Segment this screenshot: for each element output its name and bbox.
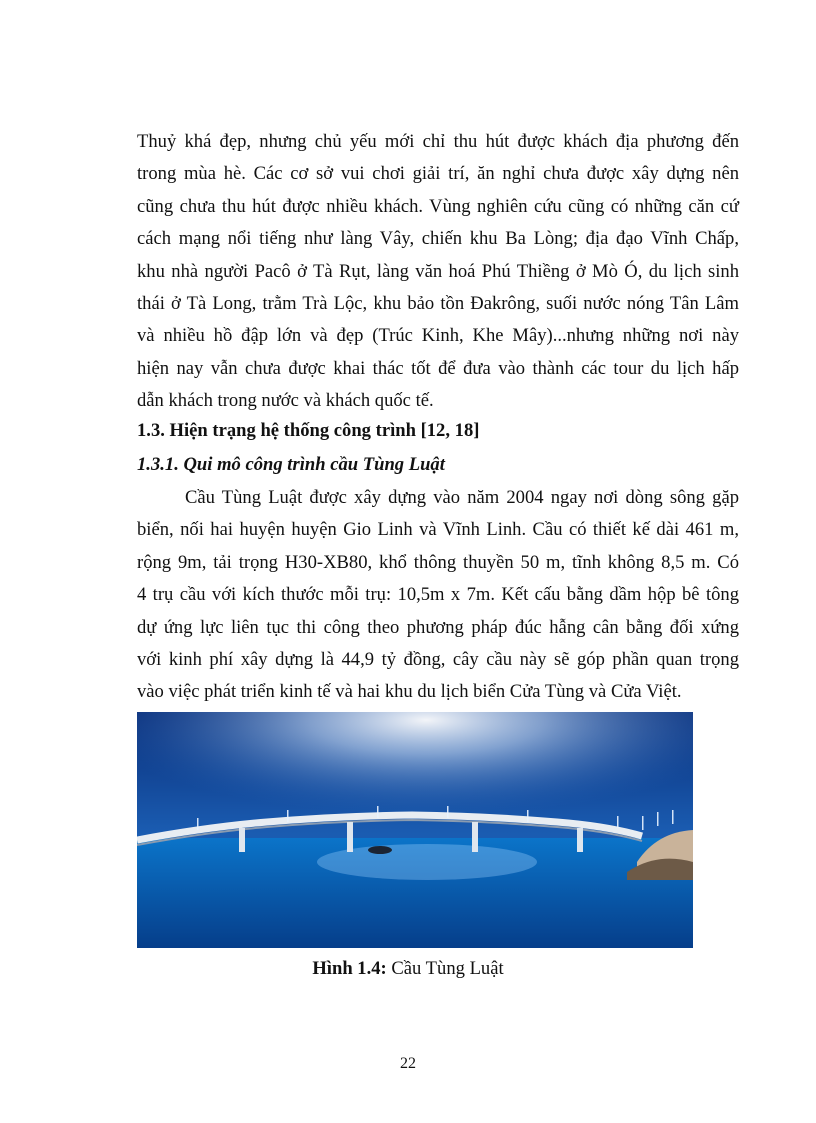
intro-line: cũng chưa thu hút được nhiều khách. Vùng nghiên cứu cũng có những căn cứ [137, 195, 739, 217]
intro-line: Thuỷ khá đẹp, nhưng chủ yếu mới chỉ thu hút được khách địa phương đến [137, 131, 739, 152]
intro-paragraph [137, 126, 739, 418]
intro-line: và nhiều hồ đập lớn và đẹp (Trúc Kinh, Khe Mây)...nhưng những nơi này [137, 325, 739, 347]
body-line: rộng 9m, tải trọng H30-XB80, khổ thông thuyền 50 m, tĩnh không 8,5 m. Có [137, 551, 739, 573]
caption-text: Cầu Tùng Luật [391, 958, 504, 979]
bridge-pier [347, 822, 353, 852]
boat [368, 846, 392, 854]
page-number: 22 [400, 1055, 416, 1072]
subsection-heading: 1.3.1. Qui mô công trình cầu Tùng Luật [137, 454, 445, 475]
bridge-pier [577, 828, 583, 852]
body-line: Cầu Tùng Luật được xây dựng vào năm 2004 ngay nơi dòng sông gặp [185, 487, 739, 508]
caption-label: Hình 1.4: [312, 958, 387, 979]
bridge-photo [137, 712, 693, 948]
intro-line: thái ở Tà Long, trằm Trà Lộc, khu bảo tồn Đakrông, suối nước nóng Tân Lâm [137, 292, 739, 314]
section-heading: 1.3. Hiện trạng hệ thống công trình [12, 18] [137, 420, 480, 441]
intro-line: trong mùa hè. Các cơ sở vui chơi giải trí, ăn nghỉ chưa được xây dựng nên [137, 163, 739, 185]
body-line: với kinh phí xây dựng là 44,9 tỷ đồng, cây cầu này sẽ góp phần quan trọng [137, 648, 739, 670]
body-line: vào việc phát triển kinh tế và hai khu du lịch biển Cửa Tùng và Cửa Việt. [137, 681, 682, 703]
body-line: dự ứng lực liên tục thi công theo phương pháp đúc hẫng cân bằng đối xứng [137, 616, 739, 638]
body-paragraph [137, 482, 739, 709]
bridge-illustration [137, 712, 693, 948]
intro-line: dẫn khách trong nước và khách quốc tế. [137, 390, 434, 412]
figure-caption [0, 958, 816, 980]
body-line: 4 trụ cầu với kích thước mỗi trụ: 10,5m x 7m. Kết cấu bằng dầm hộp bê tông [137, 584, 739, 606]
intro-line: hiện nay vẫn chưa được khai thác tốt để đưa vào thành các tour du lịch hấp [137, 357, 739, 379]
bridge-pier [239, 828, 245, 852]
intro-line: khu nhà người Pacô ở Tà Rụt, làng văn hoá Phú Thiềng ở Mò Ó, du lịch sinh [137, 260, 739, 282]
bridge-pier [472, 822, 478, 852]
intro-line: cách mạng nổi tiếng như làng Vây, chiến khu Ba Lòng; địa đạo Vĩnh Chấp, [137, 228, 739, 250]
body-line: biển, nối hai huyện huyện Gio Linh và Vĩnh Linh. Cầu có thiết kế dài 461 m, [137, 519, 739, 541]
